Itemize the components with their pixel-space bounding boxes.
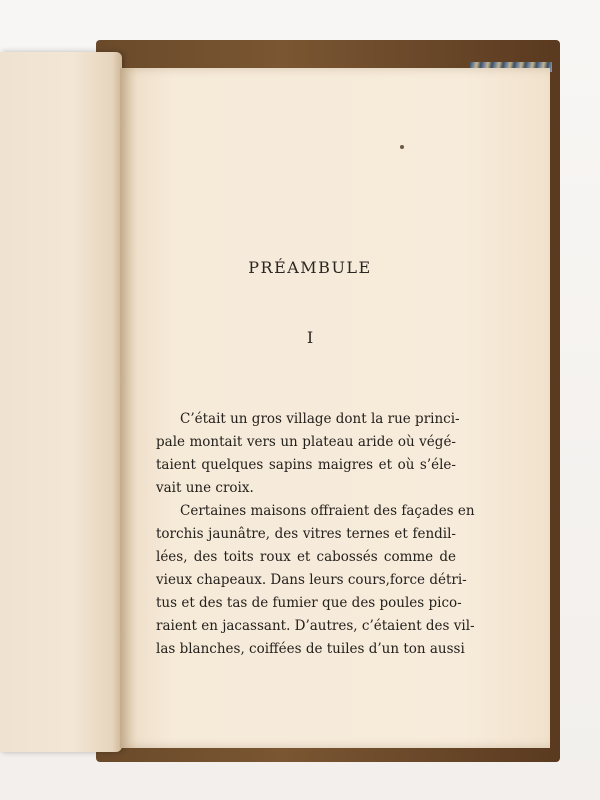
- text-line: vait une croix.: [156, 480, 254, 496]
- left-page: [0, 52, 122, 752]
- text-line: vieux chapeaux. Dans leurs cours,force détri-: [156, 572, 467, 588]
- chapter-title: PRÉAMBULE: [248, 258, 372, 277]
- section-number: I: [306, 328, 314, 347]
- text-line: tus et des tas de fumier que des poules pico-: [156, 595, 462, 611]
- text-line: pale montait vers un plateau aride où végé-: [156, 434, 456, 450]
- text-line: lées, des toits roux et cabossés comme de: [156, 549, 456, 565]
- text-line: raient en jacassant. D’autres, c’étaient des vil-: [156, 618, 475, 634]
- text-line: Certaines maisons offraient des façades en: [180, 503, 475, 519]
- text-line: las blanches, coiffées de tuiles d’un ton aussi: [156, 641, 465, 657]
- text-line: C’était un gros village dont la rue princi-: [180, 411, 460, 427]
- text-line: taient quelques sapins maigres et où s’éle-: [156, 457, 456, 473]
- text-line: torchis jaunâtre, des vitres ternes et fendil-: [156, 526, 456, 542]
- foxing-spot: [400, 145, 404, 149]
